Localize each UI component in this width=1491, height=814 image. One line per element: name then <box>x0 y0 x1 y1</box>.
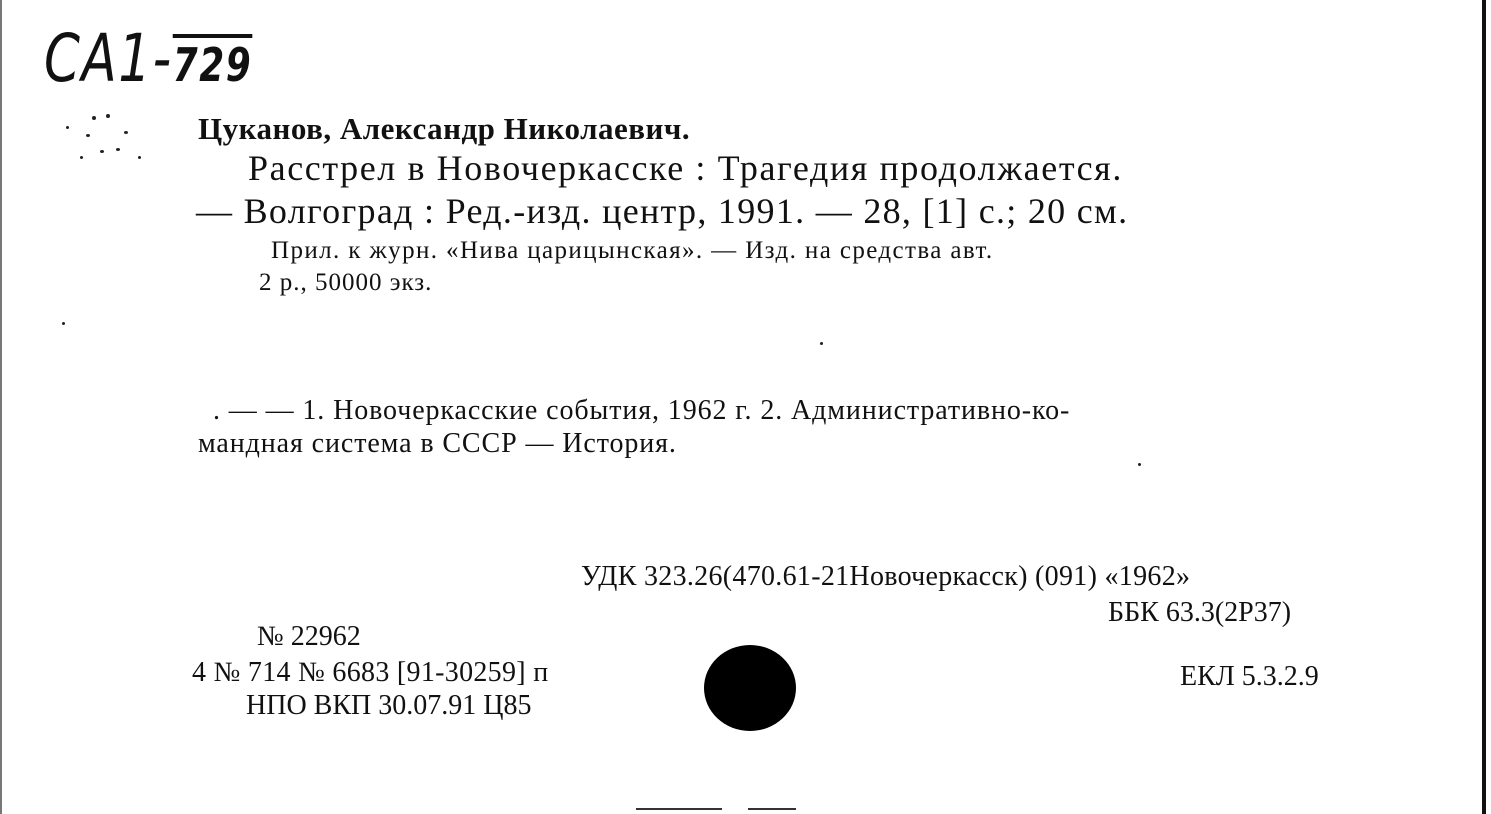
bbk-classification: ББК 63.3(2Р37) <box>1108 597 1292 628</box>
shelfmark <box>44 20 253 97</box>
record-number: № 22962 <box>257 621 361 652</box>
subject-headings-line2: мандная система в СССР — История. <box>198 428 677 459</box>
note: Прил. к журн. «Нива царицынская». — Изд. на средства авт. <box>271 237 994 264</box>
author-heading: Цуканов, Александр Николаевич. <box>198 111 691 146</box>
card-bottom-mark <box>748 808 796 810</box>
ink-speck <box>62 322 65 325</box>
shelfmark-prefix: CA1- <box>44 20 173 97</box>
ink-speck <box>100 150 104 153</box>
price-and-run: 2 р., 50000 экз. <box>259 269 433 296</box>
card-left-edge <box>0 0 2 814</box>
ink-speck <box>124 131 128 134</box>
udk-classification: УДК 323.26(470.61-21Новочеркасск) (091) «1962» <box>581 561 1191 592</box>
ink-speck <box>138 156 141 159</box>
print-codes: 4 № 714 № 6683 [91-30259] п <box>192 657 549 688</box>
printer-line: НПО ВКП 30.07.91 Ц85 <box>246 690 532 721</box>
ink-speck <box>1138 463 1141 466</box>
ink-speck <box>92 116 96 120</box>
ink-speck <box>80 156 83 159</box>
ink-speck <box>106 114 110 118</box>
ekl-classification: ЕКЛ 5.3.2.9 <box>1180 661 1319 692</box>
ink-speck <box>86 134 90 137</box>
punch-hole <box>704 645 796 731</box>
shelfmark-number: 729 <box>172 38 253 92</box>
card-bottom-mark <box>636 808 722 810</box>
title-statement: Расстрел в Новочеркасске : Трагедия продолжается. <box>248 148 1123 188</box>
card-right-edge <box>1482 0 1486 814</box>
ink-speck <box>66 126 69 129</box>
ink-speck <box>116 148 120 151</box>
ink-speck <box>820 342 823 345</box>
imprint-statement: — Волгоград : Ред.-изд. центр, 1991. — 28, [1] с.; 20 см. <box>196 191 1129 231</box>
subject-headings-line1: . — — 1. Новочеркасские события, 1962 г. 2. Административно-ко- <box>213 395 1071 426</box>
